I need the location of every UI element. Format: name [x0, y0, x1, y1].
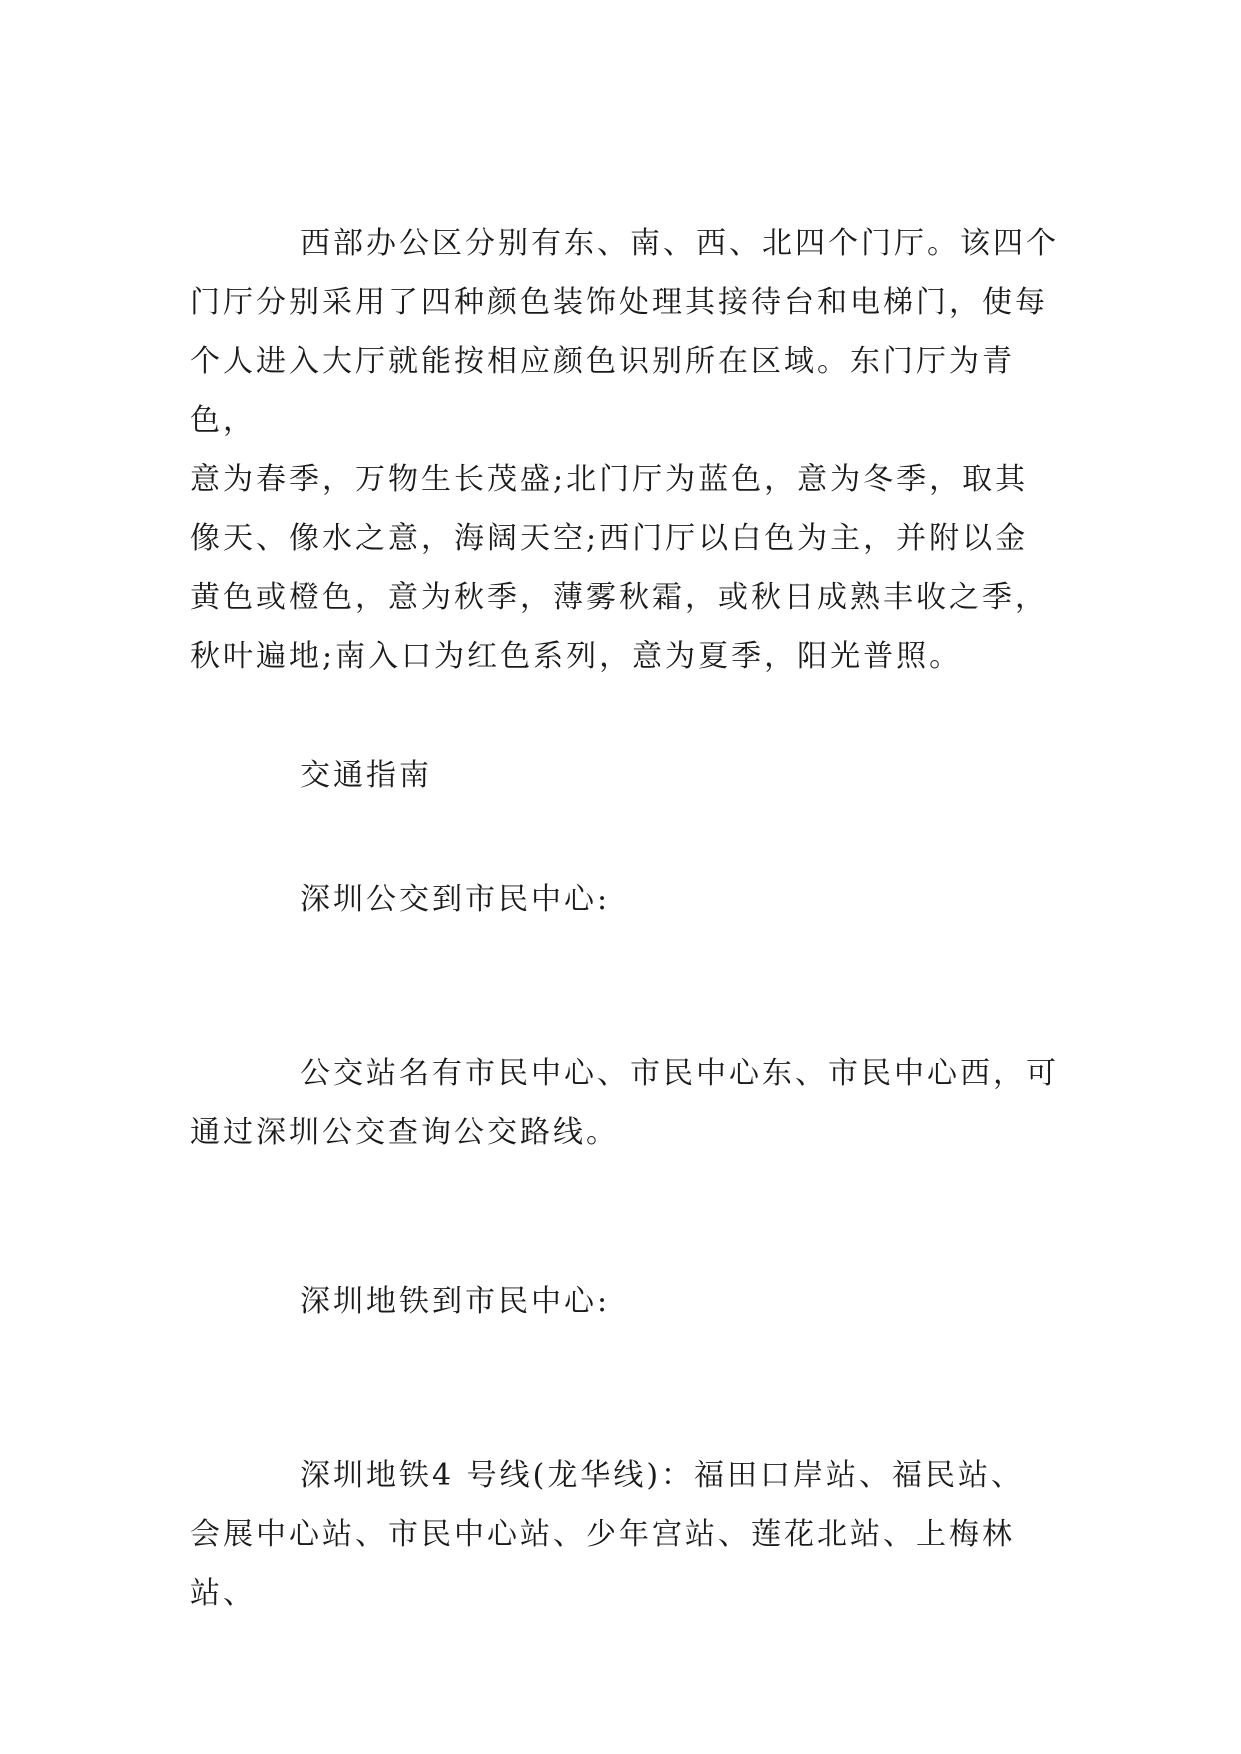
paragraph-line: 门厅分别采用了四种颜色装饰处理其接待台和电梯门，使每 — [190, 285, 1048, 320]
paragraph-line: 深圳地铁4 号线(龙华线)：福田口岸站、福民站、 — [300, 1458, 1025, 1493]
subheading-bus-to-civic-center — [190, 870, 1070, 929]
heading-line: 交通指南 — [300, 758, 432, 793]
subheading-line: 深圳公交到市民中心: — [300, 882, 611, 917]
paragraph-line: 秋叶遍地;南入口为红色系列，意为夏季，阳光普照。 — [190, 639, 963, 674]
paragraph-line: 会展中心站、市民中心站、少年宫站、莲花北站、上梅林站、 — [190, 1517, 1015, 1611]
subheading-line: 深圳地铁到市民中心: — [300, 1284, 611, 1319]
paragraph-line: 意为春季，万物生长茂盛;北门厅为蓝色，意为冬季，取其 — [190, 462, 1029, 497]
paragraph-west-office-lobbies — [190, 214, 1070, 686]
paragraph-line: 西部办公区分别有东、南、西、北四个门厅。该四个 — [300, 226, 1059, 261]
paragraph-line: 黄色或橙色，意为秋季，薄雾秋霜，或秋日成熟丰收之季， — [190, 580, 1048, 615]
paragraph-line: 个人进入大厅就能按相应颜色识别所在区域。东门厅为青色， — [190, 344, 1015, 438]
paragraph-line: 公交站名有市民中心、市民中心东、市民中心西，可 — [300, 1056, 1059, 1091]
paragraph-line: 通过深圳公交查询公交路线。 — [190, 1115, 619, 1150]
subheading-metro-to-civic-center — [190, 1272, 1070, 1331]
paragraph-bus-stations — [190, 1044, 1070, 1162]
heading-traffic-guide — [190, 746, 1070, 805]
paragraph-line: 像天、像水之意，海阔天空;西门厅以白色为主，并附以金 — [190, 521, 1029, 556]
paragraph-metro-line-4 — [190, 1446, 1070, 1623]
